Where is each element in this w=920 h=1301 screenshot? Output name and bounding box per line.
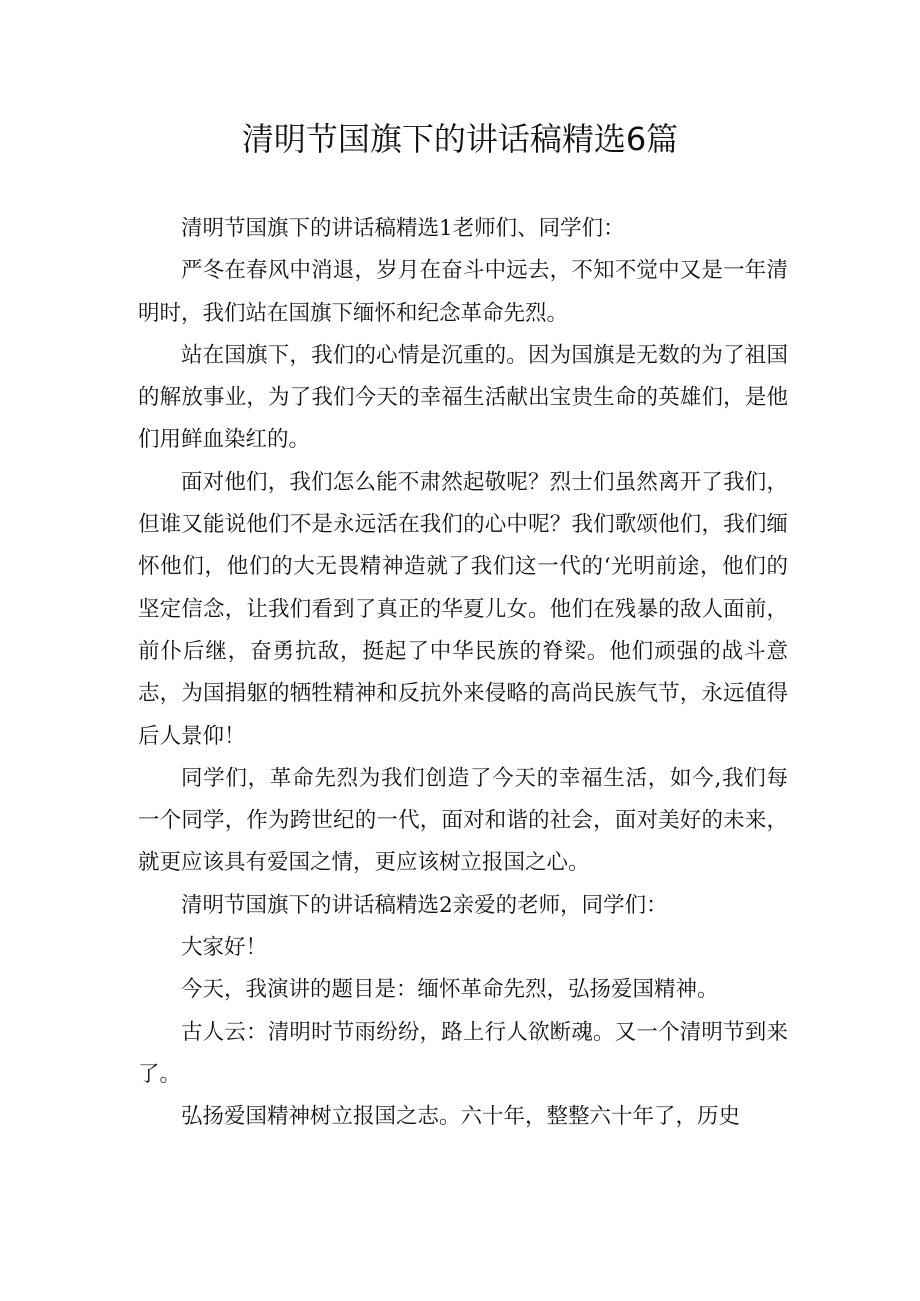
- document-body: [138, 208, 788, 1139]
- paragraph: 古人云：清明时节雨纷纷，路上行人欲断魂。又一个清明节到来了。: [138, 1019, 788, 1087]
- paragraph: 清明节国旗下的讲话稿精选1老师们、同学们：: [181, 216, 625, 241]
- document-title: 清明节国旗下的讲话稿精选6篇: [241, 120, 679, 158]
- paragraph: 面对他们，我们怎么能不肃然起敬呢？烈士们虽然离开了我们，但谁又能说他们不是永远活在我们的心中呢？我们歌颂他们，我们缅怀他们，他们的大无畏精神造就了我们这一代的‘光明前途，他们的坚定信念，让我们看到了真正的华夏儿女。他们在残暴的敌人面前，前仆后继，奋勇抗敌，挺起了中华民族的脊梁。他们顽强的战斗意志，为国捐躯的牺牲精神和反抗外来侵略的高尚民族气节，永远值得后人景仰！: [138, 469, 788, 749]
- paragraph: 弘扬爱国精神树立报国之志。六十年，整整六十年了，历史: [181, 1104, 741, 1130]
- paragraph: 清明节国旗下的讲话稿精选2亲爱的老师，同学们：: [181, 892, 668, 918]
- paragraph: 今天，我演讲的题目是：缅怀革命先烈，弘扬爱国精神。: [181, 977, 719, 1003]
- paragraph: 大家好！: [181, 935, 268, 961]
- paragraph: 站在国旗下，我们的心情是沉重的。因为国旗是无数的为了祖国的解放事业，为了我们今天的幸福生活献出宝贵生命的英雄们，是他们用鲜血染红的。: [138, 342, 788, 453]
- paragraph: 同学们，革命先烈为我们创造了今天的幸福生活，如今,我们每一个同学，作为跨世纪的一代，面对和谐的社会，面对美好的未来，就更应该具有爱国之情，更应该树立报国之心。: [138, 765, 788, 876]
- paragraph: 严冬在春风中消退，岁月在奋斗中远去，不知不觉中又是一年清明时，我们站在国旗下缅怀和纪念革命先烈。: [138, 258, 788, 326]
